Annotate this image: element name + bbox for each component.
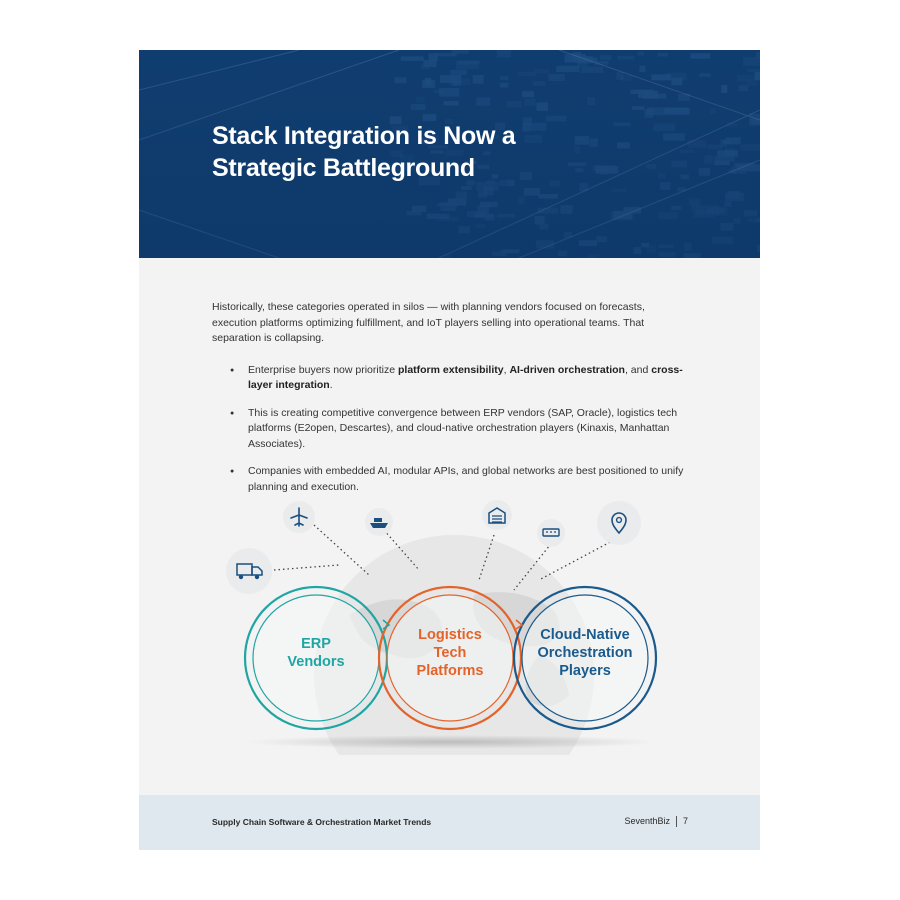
circle-cloud-native-orchestration-players [514,587,656,729]
bullet-bold: AI-driven orchestration [509,363,625,376]
bullet-text: , and [624,363,652,376]
body-content [212,300,692,507]
warehouse-icon [482,500,512,530]
convergence-diagram [219,495,699,755]
circle-label: ERP [301,636,331,652]
circle-label: Cloud-Native [540,627,630,643]
intro-paragraph: Historically, these categories operated in silos — with planning vendors focused on forecasts, execution platforms optimizing fulfillment, and IoT players selling into operational teams. That separation is collapsing. [212,301,645,344]
airplane-icon [283,501,315,533]
circle-label: Orchestration [537,645,633,661]
list-item: ● Companies with embedded AI, modular APIs, and global networks are best positioned to unify planning and execution. [212,464,692,495]
truck-icon [226,548,272,594]
footer-brand: SeventhBiz [624,816,670,826]
footer-brand-page [624,816,688,827]
bullet-text: , [503,363,510,376]
circle-label: Logistics [418,627,482,643]
list-item: ● This is creating competitive convergence between ERP vendors (SAP, Oracle), logistics tech platforms (E2open, Descartes), and cloud-native orchestration players (Kinaxis, Manhattan Associates). [212,406,692,453]
circle-label: Vendors [287,654,345,670]
page-footer [139,795,760,850]
bullet-bold: platform extensibility [397,363,504,376]
ship-icon [365,508,393,536]
circle-label: Tech [433,645,467,661]
page-title-line1: Stack Integration is Now a [212,122,516,150]
footer-divider [676,816,677,827]
page-number: 7 [682,816,688,826]
diagram-shadow [246,735,656,749]
bullet-text: Enterprise buyers now prioritize [248,363,398,376]
bullet-list [212,363,692,496]
hero-banner [139,50,760,258]
bullet-bold: cross-layer integration [248,363,683,391]
location-pin-icon [597,501,641,545]
page-title-line2: Strategic Battleground [212,154,475,182]
rail-car-icon [537,519,565,547]
document-page [139,50,760,850]
footer-report-title: Supply Chain Software & Orchestration Market Trends [212,817,432,827]
page-title [212,120,632,184]
list-item [212,363,692,394]
circle-erp-vendors [245,587,387,729]
circle-label: Players [559,663,611,679]
circle-logistics-tech-platforms [379,587,521,729]
bullet-text: . [329,379,333,391]
circle-label: Platforms [416,663,484,679]
